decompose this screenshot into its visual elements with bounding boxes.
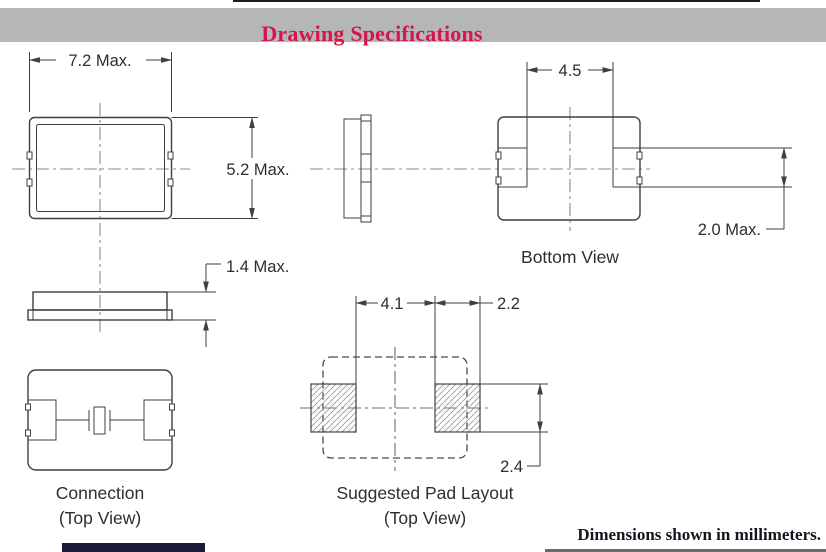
pad-height-dimension-label: 2.0 Max. bbox=[697, 221, 761, 239]
top-view-drawing bbox=[12, 49, 299, 243]
left-pad-outline bbox=[28, 400, 56, 440]
castellation-notch bbox=[637, 152, 642, 159]
units-note: Dimensions shown in millimeters. bbox=[577, 525, 821, 544]
front-view-drawing bbox=[28, 247, 289, 347]
bottom-view-label: Bottom View bbox=[521, 247, 619, 267]
castellation-notch bbox=[26, 404, 31, 410]
right-pad-outline bbox=[144, 400, 172, 440]
pad-spacing-dimension-label: 4.5 bbox=[558, 62, 582, 80]
left-solder-pad bbox=[311, 384, 356, 432]
right-solder-pad bbox=[435, 384, 480, 432]
castellation-notch bbox=[170, 430, 175, 436]
castellation-notch bbox=[168, 152, 173, 159]
pad-height-dimension-label: 2.4 bbox=[500, 458, 523, 476]
castellation-notch bbox=[27, 179, 32, 186]
package-outline bbox=[28, 370, 172, 470]
pad-layout-drawing bbox=[300, 293, 548, 528]
pad-layout-label: Suggested Pad Layout bbox=[336, 483, 514, 503]
thickness-dimension-label: 1.4 Max. bbox=[226, 258, 290, 276]
castellation-notch bbox=[496, 177, 501, 184]
castellation-notch bbox=[27, 152, 32, 159]
pad-gap-dimension-label: 4.1 bbox=[380, 295, 404, 313]
page-title: Drawing Specifications bbox=[261, 21, 483, 46]
height-dimension-label: 5.2 Max. bbox=[226, 161, 290, 179]
castellation-notch bbox=[637, 177, 642, 184]
connection-view-label: Connection bbox=[55, 483, 145, 503]
pad-width-dimension-label: 2.2 bbox=[497, 295, 520, 313]
castellation-notch bbox=[26, 430, 31, 436]
bottom-view-drawing bbox=[496, 59, 792, 267]
connection-view-drawing bbox=[26, 370, 175, 528]
castellation-notch bbox=[496, 152, 501, 159]
connection-view-sublabel: (Top View) bbox=[58, 508, 142, 528]
crystal-symbol bbox=[94, 407, 105, 434]
castellation-notch bbox=[168, 179, 173, 186]
width-dimension-label: 7.2 Max. bbox=[68, 52, 132, 70]
end-view-drawing bbox=[310, 115, 650, 222]
bottom-cutoff-bar bbox=[62, 543, 205, 552]
castellation-notch bbox=[170, 404, 175, 410]
pad-layout-sublabel: (Top View) bbox=[383, 508, 467, 528]
